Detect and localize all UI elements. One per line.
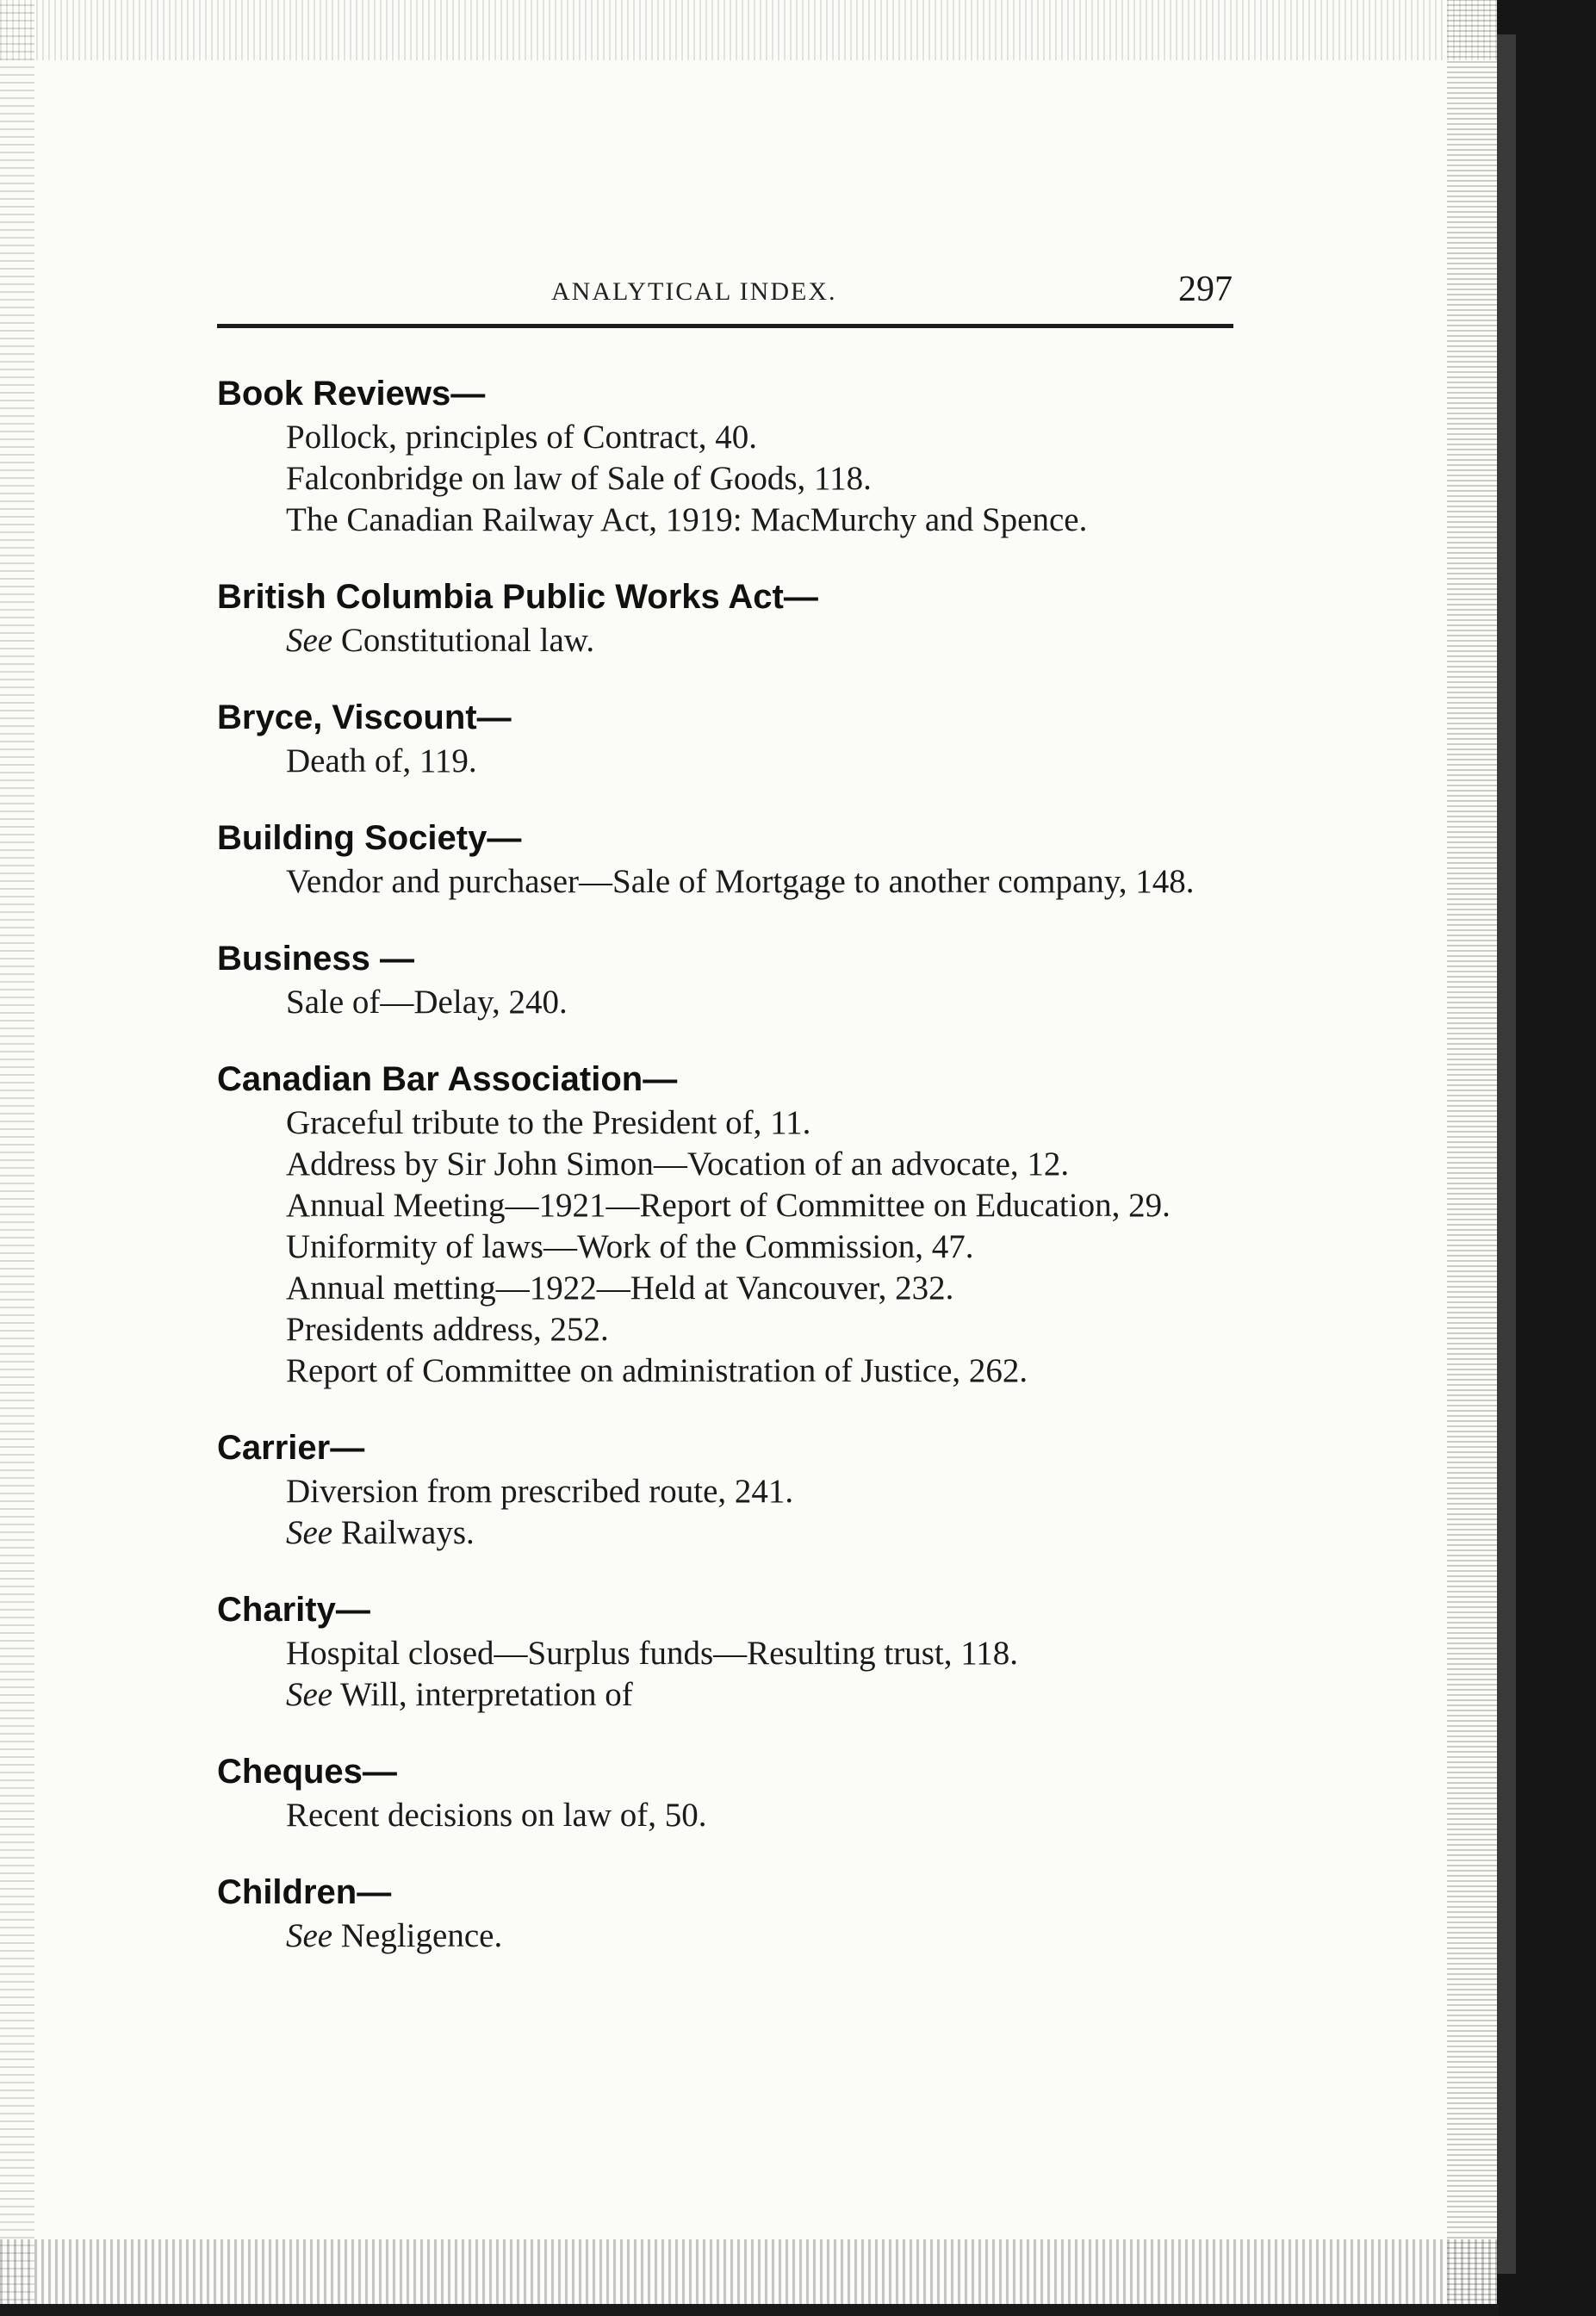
- index-entry: [217, 1748, 1251, 1836]
- running-head: ANALYTICAL INDEX.: [551, 277, 837, 306]
- index-entry: [217, 1425, 1251, 1554]
- entry-subheading: [286, 1350, 1251, 1392]
- entry-subheading: [286, 1471, 1251, 1512]
- entry-subheading: [286, 982, 1251, 1023]
- header-rule: [217, 324, 1233, 328]
- entry-heading: Bryce, Viscount—: [217, 699, 512, 736]
- subheading-text: Annual metting—1922—Held at Vancouver, 232.: [286, 1270, 954, 1307]
- scan-edge-top: [0, 0, 1596, 60]
- subheading-text: Railways.: [340, 1514, 475, 1551]
- subheading-text: Presidents address, 252.: [286, 1311, 609, 1348]
- subheading-text: Constitutional law.: [340, 622, 595, 659]
- entry-subheading: [286, 1512, 1251, 1554]
- entry-subheading: [286, 1633, 1251, 1674]
- entry-subheading: [286, 1185, 1251, 1226]
- subheading-text: Recent decisions on law of, 50.: [286, 1797, 707, 1834]
- see-reference-label: See: [286, 1917, 333, 1954]
- subheading-text: Negligence.: [340, 1917, 503, 1954]
- entry-heading: Children—: [217, 1873, 392, 1911]
- index-entry: [217, 370, 1251, 541]
- subheading-text: Report of Committee on administration of Justice, 262.: [286, 1352, 1028, 1389]
- subheading-text: The Canadian Railway Act, 1919: MacMurchy and Spence.: [286, 501, 1088, 538]
- entry-subheading: [286, 1916, 1251, 1957]
- entry-subheading: [286, 458, 1251, 500]
- subheading-text: Falconbridge on law of Sale of Goods, 118.: [286, 460, 872, 497]
- scan-border-right-bar: [1497, 34, 1516, 2274]
- scan-edge-right: [1447, 0, 1499, 2316]
- entry-heading: British Columbia Public Works Act—: [217, 578, 818, 616]
- entry-subheading: [286, 620, 1251, 661]
- entry-subheading: [286, 1674, 1251, 1716]
- entry-heading: Building Society—: [217, 819, 522, 857]
- subheading-text: Annual Meeting—1921—Report of Committee on Education, 29.: [286, 1187, 1171, 1224]
- entry-subheading: [286, 741, 1251, 782]
- entry-heading: Cheques—: [217, 1753, 397, 1791]
- subheading-text: Vendor and purchaser—Sale of Mortgage to another company, 148.: [286, 863, 1195, 900]
- entry-heading: Carrier—: [217, 1429, 365, 1467]
- subheading-text: Graceful tribute to the President of, 11.: [286, 1104, 811, 1141]
- scan-border-bottom: [0, 2304, 1499, 2316]
- index-entry: [217, 574, 1251, 661]
- index-entry: [217, 935, 1251, 1023]
- see-reference-label: See: [286, 1676, 333, 1713]
- see-reference-label: See: [286, 622, 333, 659]
- index-entry: [217, 1056, 1251, 1392]
- subheading-text: Pollock, principles of Contract, 40.: [286, 419, 757, 456]
- entry-subheading: [286, 1795, 1251, 1836]
- entry-subheading: [286, 417, 1251, 458]
- subheading-text: Diversion from prescribed route, 241.: [286, 1473, 794, 1510]
- index-entry: [217, 1869, 1251, 1957]
- index-entry: [217, 1586, 1251, 1716]
- subheading-text: Uniformity of laws—Work of the Commission, 47.: [286, 1228, 974, 1265]
- entry-heading: Book Reviews—: [217, 375, 486, 413]
- entry-heading: Business —: [217, 940, 414, 978]
- entry-heading: Canadian Bar Association—: [217, 1060, 678, 1098]
- subheading-text: Hospital closed—Surplus funds—Resulting trust, 118.: [286, 1635, 1019, 1672]
- entry-subheading: [286, 1144, 1251, 1185]
- entry-subheading: [286, 1309, 1251, 1350]
- entry-subheading: [286, 861, 1251, 903]
- entry-subheading: [286, 1268, 1251, 1309]
- entry-subheading: [286, 1102, 1251, 1144]
- page-number: 297: [1178, 270, 1233, 309]
- entry-subheading: [286, 500, 1251, 541]
- subheading-text: Address by Sir John Simon—Vocation of an advocate, 12.: [286, 1146, 1070, 1183]
- see-reference-label: See: [286, 1514, 333, 1551]
- entry-subheading: [286, 1226, 1251, 1268]
- index-entries: [217, 370, 1251, 1990]
- index-entry: [217, 815, 1251, 903]
- subheading-text: Will, interpretation of: [340, 1676, 633, 1713]
- subheading-text: Death of, 119.: [286, 742, 477, 779]
- subheading-text: Sale of—Delay, 240.: [286, 984, 568, 1021]
- entry-heading: Charity—: [217, 1591, 370, 1629]
- scan-edge-left: [0, 0, 34, 2316]
- index-entry: [217, 694, 1251, 782]
